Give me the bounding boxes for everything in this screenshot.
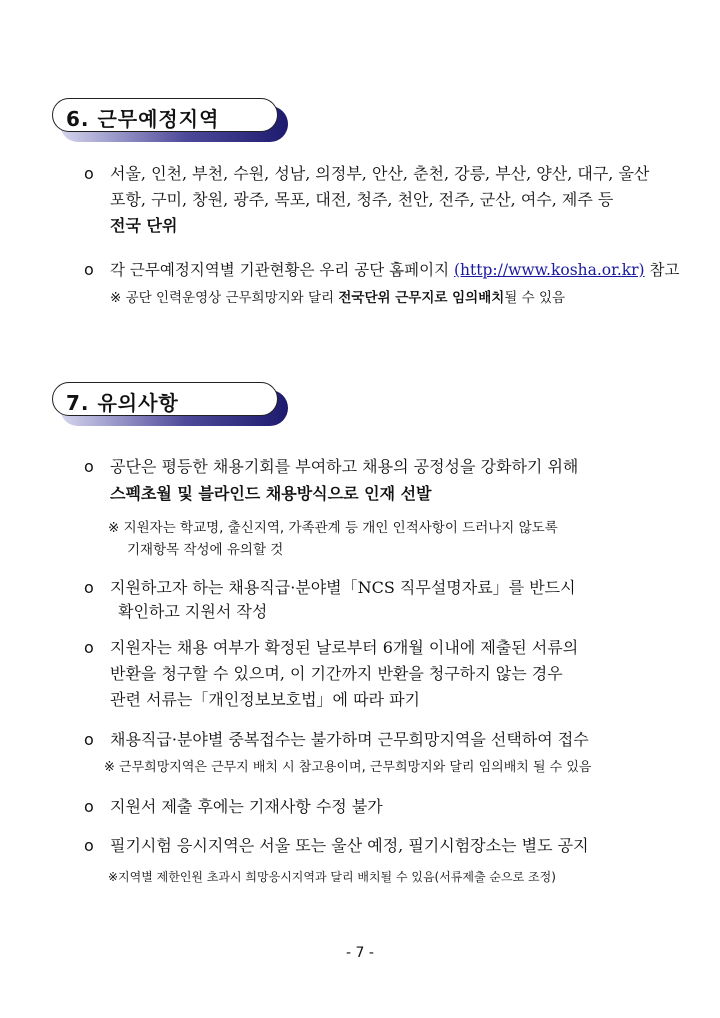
section-6-title: 6. 근무예정지역: [66, 107, 220, 131]
bullet-mark: o: [84, 457, 94, 476]
s6-note-bold: 전국단위 근무지로 임의배치: [338, 290, 505, 306]
section-7-title: 7. 유의사항: [66, 391, 179, 415]
bullet-mark: o: [84, 164, 94, 183]
s7-b2-line2: 확인하고 지원서 작성: [118, 602, 268, 621]
s7-b5-line: 지원서 제출 후에는 기재사항 수정 불가: [110, 797, 383, 816]
s7-note2: ※ 근무희망지역은 근무지 배치 시 참고용이며, 근무희망지와 달리 임의배치 될 수 있음: [104, 760, 592, 775]
s6-b1-line3: 전국 단위: [110, 216, 178, 235]
bullet-mark: o: [84, 836, 94, 855]
s7-note3: ※지역별 제한인원 초과시 희망응시지역과 달리 배치될 수 있음(서류제출 순으로 조정): [108, 870, 556, 884]
bullet-mark: o: [84, 578, 94, 597]
s7-b3-line1: 지원자는 채용 여부가 확정된 날로부터 6개월 이내에 제출된 서류의: [110, 638, 579, 657]
s6-b1-line2: 포항, 구미, 창원, 광주, 목포, 대전, 청주, 천안, 전주, 군산, 여수, 제주 등: [110, 190, 614, 209]
s7-b1-line2: 스펙초월 및 블라인드 채용방식으로 인재 선발: [110, 484, 432, 503]
s7-b2-line1: 지원하고자 하는 채용직급·분야별「NCS 직무설명자료」를 반드시: [110, 578, 576, 597]
s7-b3-line2: 반환을 청구할 수 있으며, 이 기간까지 반환을 청구하지 않는 경우: [110, 664, 563, 683]
s6-note-after: 될 수 있음: [504, 290, 566, 306]
kosha-link[interactable]: (http://www.kosha.or.kr): [454, 261, 645, 279]
s7-note1-line2: 기재항목 작성에 유의할 것: [127, 542, 284, 558]
s6-b2-before: 각 근무예정지역별 기관현황은 우리 공단 홈페이지: [110, 261, 454, 279]
s7-b4-line: 채용직급·분야별 중복접수는 불가하며 근무희망지역을 선택하여 접수: [110, 730, 589, 749]
s6-note: [110, 288, 565, 308]
bullet-mark: o: [84, 638, 94, 657]
bullet-mark: o: [84, 730, 94, 749]
s6-b1-line1: 서울, 인천, 부천, 수원, 성남, 의정부, 안산, 춘천, 강릉, 부산, 양산, 대구, 울산: [110, 164, 650, 183]
s6-note-before: 공단 인력운영상 근무희망지와 달리: [121, 290, 339, 306]
bullet-mark: o: [84, 260, 94, 279]
s7-b3-line3: 관련 서류는「개인정보보호법」에 따라 파기: [110, 690, 421, 709]
section-7-header: [52, 382, 284, 422]
bullet-mark: o: [84, 797, 94, 816]
s6-b2-after: 참고: [644, 261, 680, 279]
section-6-header: [52, 98, 284, 138]
s7-note1-line1: ※ 지원자는 학교명, 출신지역, 가족관계 등 개인 인적사항이 드러나지 않도록: [108, 520, 558, 536]
s7-b1-line1: 공단은 평등한 채용기회를 부여하고 채용의 공정성을 강화하기 위해: [110, 457, 579, 476]
page-number: - 7 -: [346, 945, 374, 961]
note-mark: ※: [110, 290, 122, 306]
s7-b6-line: 필기시험 응시지역은 서울 또는 울산 예정, 필기시험장소는 별도 공지: [110, 836, 589, 855]
s6-b2-line: [110, 258, 679, 282]
